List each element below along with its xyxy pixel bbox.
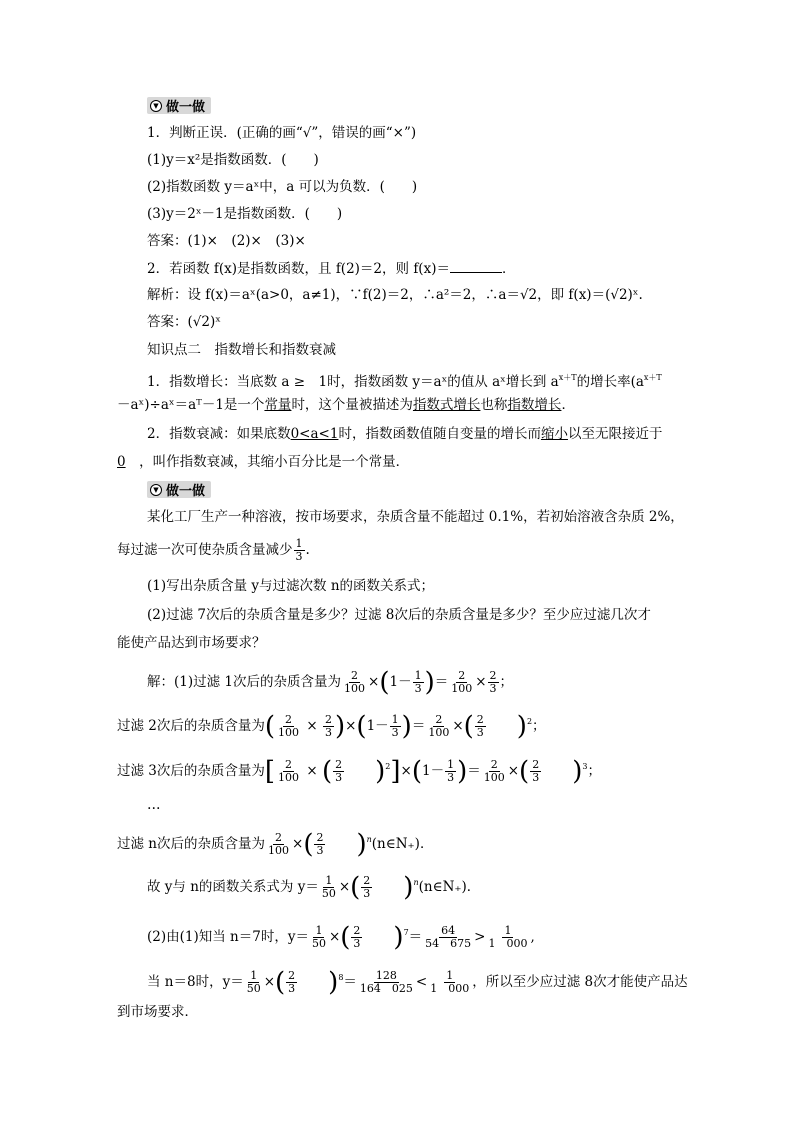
q1-item-2: (2)指数函数 y＝aˣ中，a 可以为负数．( )	[147, 179, 418, 195]
practice-badge-2: ▼ 做一做	[147, 481, 211, 498]
q1-answer: 答案：(1)× (2)× (3)×	[147, 233, 306, 249]
q2-title: 2．若函数 f(x)是指数函数，且 f(2)＝2，则 f(x)＝ ．	[147, 258, 515, 279]
solution-step-2: 过滤 2次后的杂质含量为( $\frac{2}{100}$ × $\frac{2}{3}$ )×(1－ $\frac{1}{3}$ )＝ $\frac{2}{100}$ ×( $\frac{2}{3}$ )$^2$；	[117, 711, 546, 742]
solution-step-3: 过滤 3次后的杂质含量为[ $\frac{2}{100}$ × ( $\frac{2}{3}$ )$^2$]×(1－ $\frac{1}{3}$ )＝ $\frac{2}{100}$ ×( $\frac{2}{3}$ )$^3$；	[117, 756, 601, 787]
solution-part2-n7: (2)由(1)知当 n＝7时，y＝ $\frac{1}{50}$ ×( $\frac{2}{3}$ )$^7$＝ $\frac{64}{54 675}$ > $\frac{1}{1 000}$ ,	[147, 922, 535, 953]
q1-item-3: (3)y＝2ˣ－1是指数函数．( )	[147, 206, 343, 222]
solution-step-1: 解：(1)过滤 1次后的杂质含量为 $\frac{2}{100}$ ×(1－ $\frac{1}{3}$ )＝ $\frac{2}{100}$ × $\frac{2}{3}$ ；	[147, 667, 514, 698]
q1-item-1: (1)y＝x²是指数函数．( )	[147, 152, 319, 168]
kp2-p2-line2: 0 ，叫作指数衰减，其缩小百分比是一个常量．	[117, 454, 410, 470]
kp2-p1-line2: －aˣ)÷aˣ＝aᵀ－1是一个常量时，这个量被描述为指数式增长也称指数增长．	[117, 397, 575, 413]
knowledge-point-2-heading: 知识点二 指数增长和指数衰减	[147, 342, 336, 358]
solution-part2-n8: 当 n＝8时，y＝ $\frac{1}{50}$ ×( $\frac{2}{3}$ )$^8$＝ $\frac{128}{164 025}$ < $\frac{1}{1 000}$ ，所以至少应过滤 8次才能使产品达	[147, 967, 688, 998]
solution-ellipsis: …	[147, 797, 161, 813]
problem-q2-line1: (2)过滤 7次后的杂质含量是多少？过滤 8次后的杂质含量是多少？至少应过滤几次才	[147, 607, 651, 623]
q1-title: 1．判断正误．(正确的画“√”，错误的画“×”)	[147, 125, 417, 141]
kp2-p1-line1: 1．指数增长：当底数 a ≥ 1时，指数函数 y＝aˣ的值从 aˣ增长到 $a^{x+T}$的增长率($a^{x+T}$	[147, 373, 662, 390]
solution-relation: 故 y与 n的函数关系式为 y＝ $\frac{1}{50}$ ×( $\frac{2}{3}$ )$^n$(n∈N₊)．	[147, 872, 481, 903]
problem-line-1: 某化工厂生产一种溶液，按市场要求，杂质含量不能超过 0.1%，若初始溶液含杂质 2%，	[147, 509, 684, 525]
down-arrow-icon: ▼	[150, 484, 162, 496]
q2-answer: 答案：(√2)ˣ	[147, 314, 221, 330]
practice-badge-1: ▼ 做一做	[147, 97, 211, 114]
q2-analysis: 解析：设 f(x)＝aˣ(a>0，a≠1)，∵f(2)＝2，∴a²＝2，∴a＝√2，即 f(x)＝(√2)ˣ.	[147, 287, 643, 303]
solution-step-n: 过滤 n次后的杂质含量为 $\frac{2}{100}$ ×( $\frac{2}{3}$ )$^n$(n∈N₊)．	[117, 829, 434, 860]
down-arrow-icon: ▼	[150, 100, 162, 112]
answer-blank	[450, 258, 502, 273]
problem-line-2: 每过滤一次可使杂质含量减少 $\frac{1}{3}$ .	[117, 537, 310, 563]
problem-q2-line2: 能使产品达到市场要求？	[117, 635, 266, 651]
problem-q1: (1)写出杂质含量 y与过滤次数 n的函数关系式；	[147, 578, 435, 594]
solution-conclusion: 到市场要求．	[117, 1004, 198, 1020]
kp2-p2-line1: 2．指数衰减：如果底数0<a<1时，指数函数值随自变量的增长而缩小以至无限接近于	[147, 426, 663, 442]
